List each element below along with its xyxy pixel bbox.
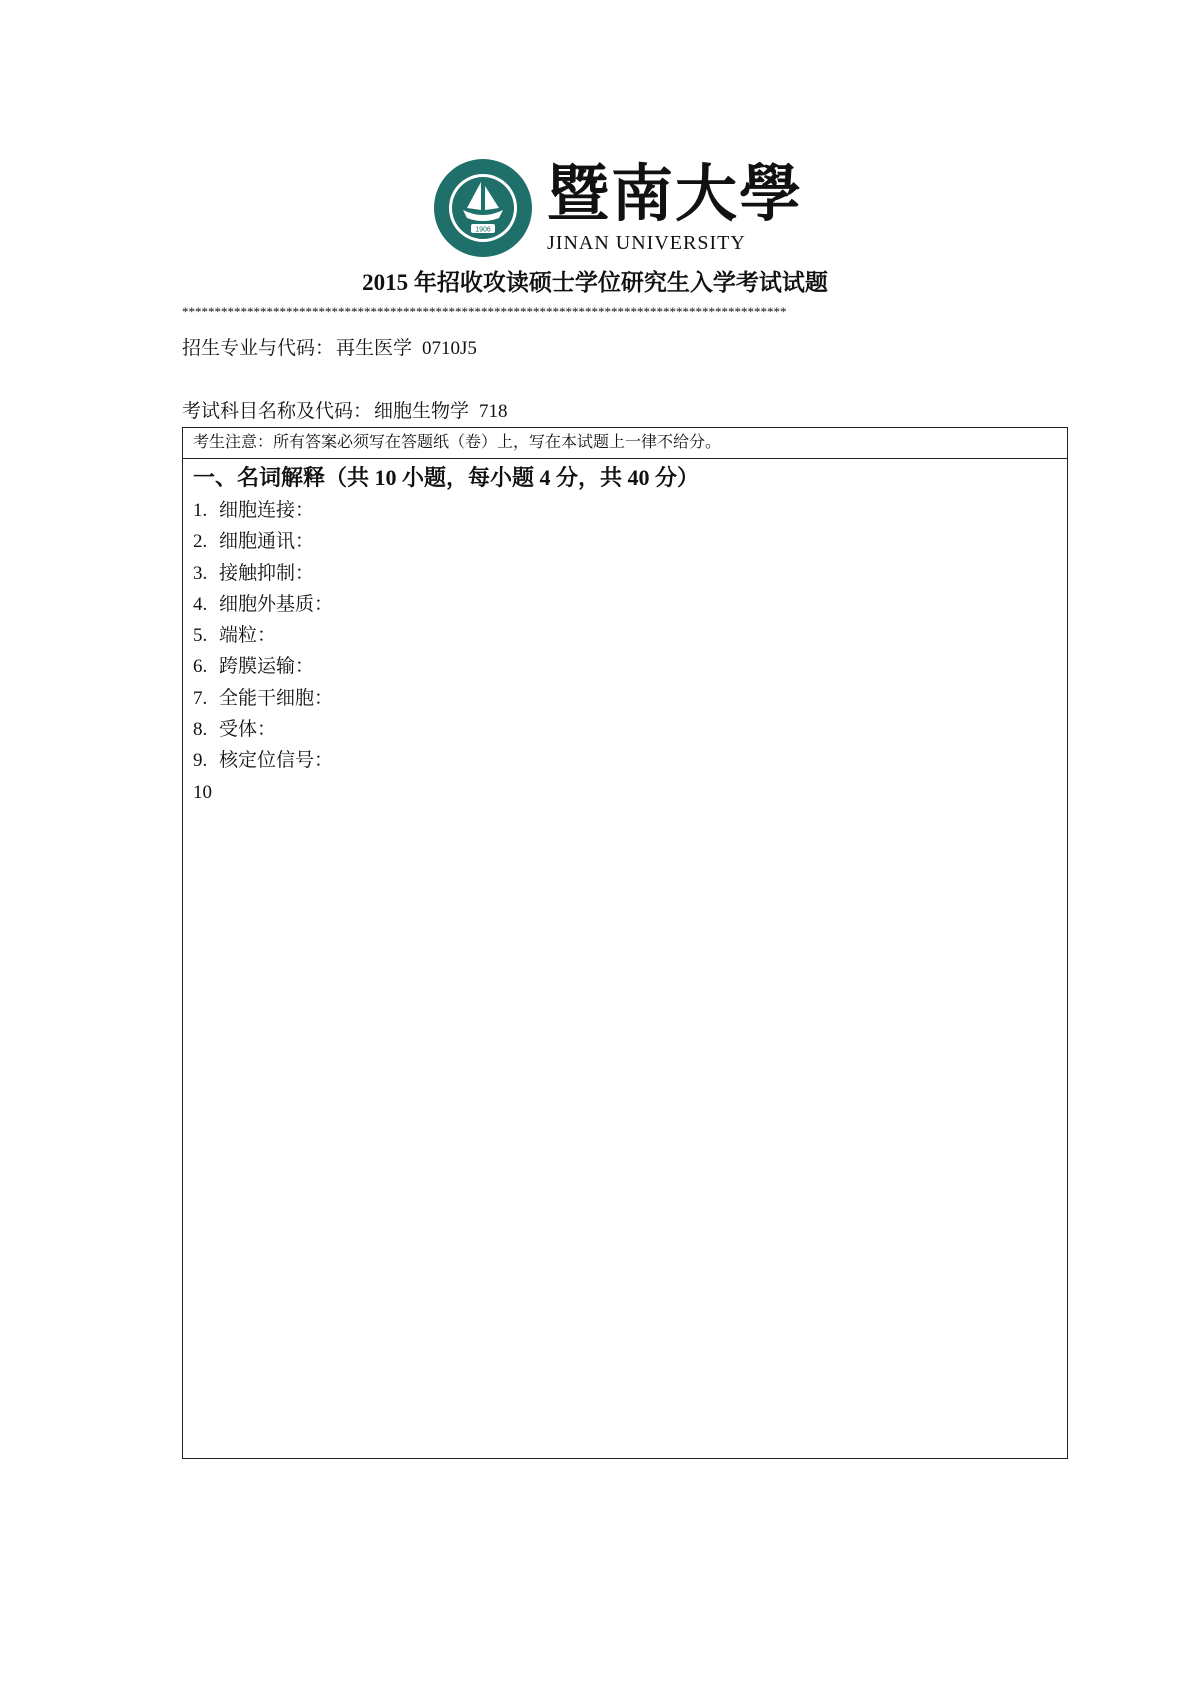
question-number: 4. — [193, 593, 208, 615]
question-text: 核定位信号： — [219, 750, 334, 772]
subject-label: 考试科目名称及代码： — [182, 401, 373, 422]
major-line — [182, 336, 477, 362]
question-number: 1. — [193, 500, 208, 521]
list-item — [193, 495, 1067, 526]
question-number: 6. — [193, 656, 208, 678]
question-text: 细胞连接： — [219, 500, 315, 521]
exam-notice: 考生注意：所有答案必须写在答题纸（卷）上，写在本试题上一律不给分。 — [183, 428, 1067, 459]
university-name-cn: 暨南大學 — [547, 157, 804, 230]
page-title: 2015 年招收攻读硕士学位研究生入学考试试题 — [362, 270, 828, 295]
major-code: 0710J5 — [422, 338, 477, 359]
list-item — [193, 777, 1067, 808]
question-number: 7. — [193, 687, 208, 709]
question-number: 9. — [193, 750, 208, 772]
question-number: 3. — [193, 562, 208, 584]
exam-box — [182, 427, 1068, 1459]
question-list — [183, 495, 1067, 808]
subject-code: 718 — [479, 401, 508, 422]
question-text: 细胞外基质： — [219, 593, 334, 615]
question-text: 全能干细胞： — [219, 687, 334, 709]
separator-line: ********************************************************************************************* — [182, 304, 787, 319]
subject-line — [182, 399, 508, 425]
question-text: 接触抑制： — [219, 562, 315, 584]
section-title: 一、名词解释（共 10 小题，每小题 4 分，共 40 分） — [193, 465, 700, 490]
list-item — [193, 589, 1067, 620]
question-number: 8. — [193, 719, 208, 741]
list-item — [193, 651, 1067, 682]
list-item — [193, 558, 1067, 589]
question-text: 受体： — [219, 719, 277, 741]
university-logo — [433, 157, 804, 258]
question-text: 跨膜运输： — [219, 656, 315, 678]
question-number: 10 — [193, 781, 212, 803]
question-text: 细胞通讯： — [219, 531, 315, 553]
list-item — [193, 620, 1067, 651]
major-name: 再生医学 — [336, 338, 413, 359]
question-number: 2. — [193, 531, 208, 553]
question-text: 端粒： — [219, 625, 277, 647]
subject-name: 细胞生物学 — [374, 401, 470, 422]
seal-year: 1906 — [475, 226, 491, 234]
list-item — [193, 526, 1067, 557]
university-name-en: JINAN UNIVERSITY — [547, 232, 746, 254]
question-number: 5. — [193, 625, 208, 647]
university-seal-icon — [433, 158, 533, 258]
list-item — [193, 714, 1067, 745]
list-item — [193, 683, 1067, 714]
list-item — [193, 745, 1067, 776]
major-label: 招生专业与代码： — [182, 338, 335, 359]
